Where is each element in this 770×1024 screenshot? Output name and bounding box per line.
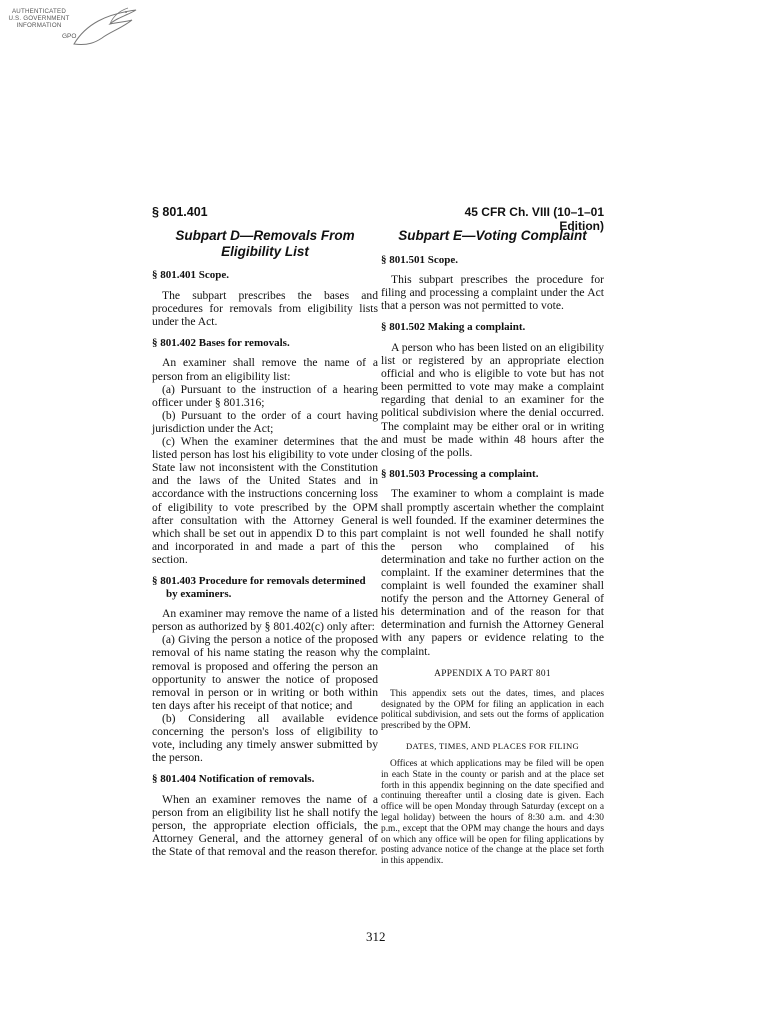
stamp-line-2: U.S. GOVERNMENT <box>8 15 70 22</box>
section-801-401-heading: § 801.401 Scope. <box>152 269 229 281</box>
stamp-gpo: GPO <box>62 33 77 40</box>
right-column <box>381 228 604 867</box>
running-header-section: § 801.401 <box>152 205 208 219</box>
section-801-401-text: The subpart prescribes the bases and procedures for removals from eligibility lists under the Act. <box>152 288 378 328</box>
section-801-403-heading: § 801.403 Procedure for removals determined by examiners. <box>152 574 366 600</box>
section-801-402-c: (c) When the examiner determines that the listed person has lost his eligibility to vote under State law not inconsistent with the Constitution and the laws of the United States and in accordance with the instructions concerning loss of eligibility to vote prescribed by the OPM after consultation with the Attorney General which shall be set out in appendix D to this part and incorporated in and made a part of this section. <box>152 435 378 566</box>
section-801-502-text: A person who has been listed on an eligibility list or registered by an appropriate election official and who is eligible to vote but has not been permitted to vote may make a complaint regarding that denial to an examiner for the political subdivision where the denial occurred. The complaint may be either oral or in writing and must be made within 48 hours after the closing of the polls. <box>381 340 604 459</box>
appendix-a-title: APPENDIX A TO PART 801 <box>434 668 551 679</box>
subpart-e-title: Subpart E—Voting Complaint <box>398 228 587 243</box>
stamp-line-1: AUTHENTICATED <box>11 8 67 15</box>
subpart-d-title: Subpart D—Removals From Eligibility List <box>175 228 355 259</box>
section-801-402-a: (a) Pursuant to the instruction of a hearing officer under § 801.316; <box>152 382 378 409</box>
dates-times-places-heading: DATES, TIMES, AND PLACES FOR FILING <box>406 740 579 751</box>
section-801-402-b: (b) Pursuant to the order of a court having jurisdiction under the Act; <box>152 408 378 435</box>
section-801-501-heading: § 801.501 Scope. <box>381 253 458 266</box>
section-801-503-heading: § 801.503 Processing a complaint. <box>381 467 539 480</box>
section-801-404-heading: § 801.404 Notification of removals. <box>152 773 315 786</box>
section-801-403-b: (b) Considering all available evidence concerning the person's loss of eligibility to vote, including any timely answer submitted by the person. <box>152 711 378 765</box>
stamp-line-3: INFORMATION <box>16 22 62 29</box>
dates-times-places-text: Offices at which applications may be filed will be open in each State in the county or parish and at the place set forth in this appendix beginning on the date specified and continuing thereafter until a closing date is given. Each office will be open Monday through Saturday (except on a legal holiday) between the hours of 8:30 a.m. and 4:30 p.m., except that the OPM may change the hours and days on which any office will be open for filing applications by posting advance notice of the change at the place set forth in this appendix. <box>381 759 604 867</box>
section-801-502-heading: § 801.502 Making a complaint. <box>381 321 526 334</box>
left-column <box>152 228 378 858</box>
section-801-503-text: The examiner to whom a complaint is made shall promptly ascertain whether the complaint is well founded. If the examiner determines the complaint is not well founded he shall notify the person who complained of his determination and take no further action on the complaint. If the examiner determines that the complaint is well founded the examiner shall notify the person and the Attorney General of his determination and of the reason for that determination and furnish the Attorney General with any papers or evidence relating to the complaint. <box>381 487 604 658</box>
stamp-text <box>4 8 74 29</box>
section-801-402-intro: An examiner shall remove the name of a person from an eligibility list: <box>152 356 378 383</box>
authentication-stamp <box>2 4 152 64</box>
section-801-403-intro: An examiner may remove the name of a listed person as authorized by § 801.402(c) only after: <box>152 607 378 634</box>
page-number: 312 <box>366 929 386 944</box>
eagle-icon <box>66 4 144 54</box>
section-801-501-text: This subpart prescribes the procedure for filing and processing a complaint under the Act that a person was not permitted to vote. <box>381 273 604 313</box>
section-801-404-text: When an examiner removes the name of a person from an eligibility list he shall notify the person, the appropriate election officials, the Attorney General, and the attorney general of the State of that removal and the reason therefor. <box>152 792 378 859</box>
appendix-a-intro: This appendix sets out the dates, times, and places designated by the OPM for filing an application in each political subdivision, and sets out the forms of application prescribed by the OPM. <box>381 688 604 732</box>
running-header-title: 45 CFR Ch. VIII (10–1–01 Edition) <box>464 205 604 233</box>
section-801-403-a: (a) Giving the person a notice of the proposed removal of his name stating the reason why the removal is proposed and offering the person an opportunity to answer the notice of proposed removal in person or in writing or both within ten days after his receipt of that notice; and <box>152 633 378 712</box>
section-801-402-heading: § 801.402 Bases for removals. <box>152 336 290 349</box>
